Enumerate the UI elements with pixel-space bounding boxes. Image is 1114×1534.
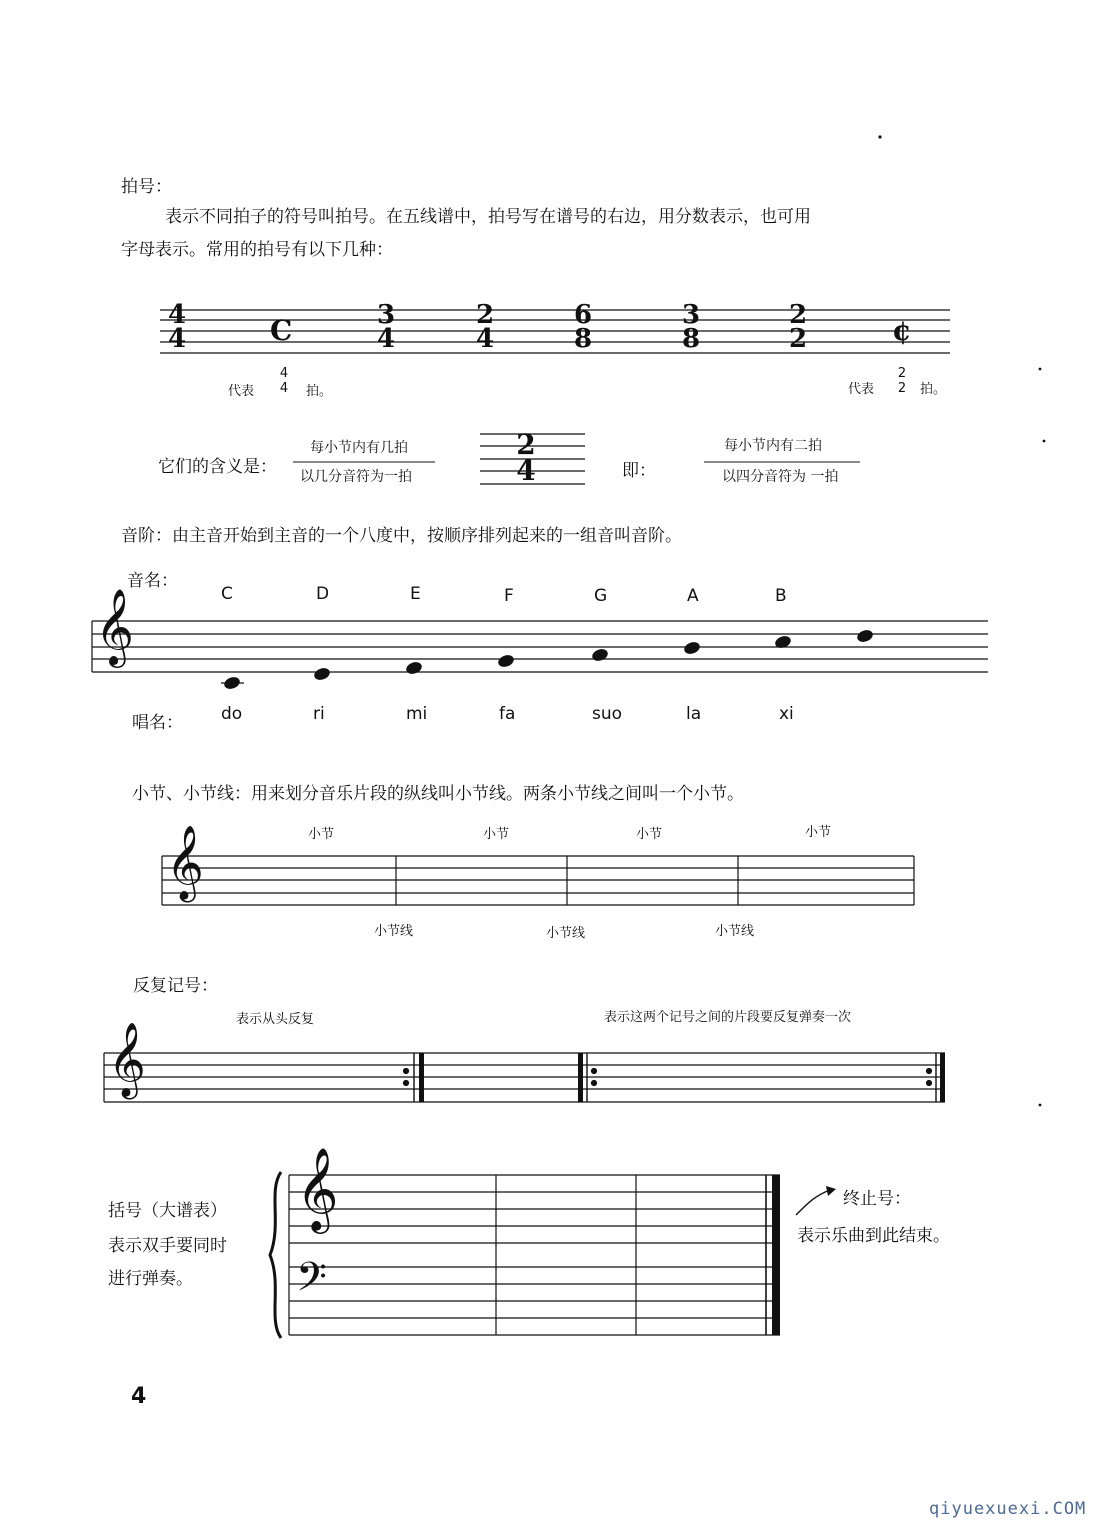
solfege-syllable: suo: [592, 704, 623, 724]
note-c: [223, 675, 242, 691]
note-name: A: [687, 586, 699, 606]
repeats-staff: [104, 1053, 945, 1102]
measure-label: 小节: [805, 825, 832, 840]
treble-clef-icon: 𝄞: [108, 1023, 146, 1097]
measure-label: 小节: [636, 827, 663, 842]
treble-clef-icon: 𝄞: [166, 826, 204, 900]
that-is-label: 即：: [622, 461, 656, 481]
note-names-label: 音名：: [127, 571, 178, 591]
note-name: F: [504, 586, 514, 606]
time-sig-common-time: C: [270, 314, 293, 347]
solfege-syllable: mi: [406, 704, 428, 724]
solfege-syllable: fa: [499, 704, 516, 724]
repeat-between-desc: 表示这两个记号之间的片段要反复弹奏一次: [604, 1010, 852, 1025]
meaning-top: 每小节内有几拍: [310, 440, 408, 456]
end-sign-title: 终止号：: [843, 1189, 911, 1209]
note-left-prefix: 代表: [228, 384, 255, 399]
solfege-syllable: do: [221, 704, 243, 724]
solfege-label: 唱名：: [132, 713, 183, 733]
measure-label: 小节: [308, 827, 335, 842]
final-barline: [772, 1175, 780, 1335]
time-sig-2-4: 2 4: [475, 300, 495, 354]
note-right-fraction: 2 2: [897, 366, 907, 396]
end-sign-desc: 表示乐曲到此结束。: [797, 1226, 950, 1246]
time-signature-desc-line1: 表示不同拍子的符号叫拍号。在五线谱中，拍号写在谱号的右边，用分数表示，也可用: [165, 207, 811, 227]
note-g: [591, 647, 610, 663]
note-name: D: [316, 584, 330, 604]
treble-clef-icon: 𝄞: [95, 588, 135, 665]
time-sig-cut-time: ¢: [892, 314, 912, 347]
barline-label: 小节线: [715, 924, 755, 939]
barline-label: 小节线: [374, 924, 414, 939]
note-a: [683, 640, 702, 656]
example-time-sig: 2 4: [516, 428, 536, 487]
measures-definition: 小节、小节线：用来划分音乐片段的纵线叫小节线。两条小节线之间叫一个小节。: [132, 784, 744, 804]
page-number: 4: [131, 1384, 147, 1409]
note-right-prefix: 代表: [848, 382, 875, 397]
time-sig-2-2: 2 2: [788, 300, 808, 354]
note-name: B: [775, 586, 787, 606]
note-left-suffix: 拍。: [306, 384, 333, 399]
brace-desc-line1: 括号（大谱表）: [108, 1201, 227, 1221]
grand-staff: [289, 1175, 780, 1335]
brace-desc-line3: 进行弹奏。: [108, 1269, 193, 1289]
note-e: [405, 660, 424, 676]
note-d: [313, 666, 332, 682]
watermark: qiyuexuexi.COM: [929, 1499, 1087, 1519]
scale-definition: 音阶：由主音开始到主音的一个八度中，按顺序排列起来的一组音叫音阶。: [121, 526, 682, 546]
end-sign-arrow: [796, 1190, 830, 1215]
repeats-heading: 反复记号：: [133, 976, 218, 996]
solfege-syllable: ri: [313, 704, 325, 724]
barline-label: 小节线: [546, 926, 586, 941]
bass-clef-icon: 𝄢: [296, 1254, 327, 1310]
meaning-bottom: 以几分音符为一拍: [300, 469, 412, 485]
solfege-syllable: xi: [779, 704, 794, 724]
example-meaning-top: 每小节内有二拍: [724, 438, 822, 454]
repeat-from-start-desc: 表示从头反复: [236, 1012, 315, 1027]
example-meaning-bottom: 以四分音符为 一拍: [722, 469, 839, 485]
measures-staff: [162, 856, 914, 905]
note-right-suffix: 拍。: [920, 382, 947, 397]
arrow-head-icon: [826, 1186, 836, 1196]
note-c-high: [856, 628, 875, 644]
time-sig-3-4: 3 4: [376, 300, 396, 354]
note-f: [497, 653, 516, 669]
time-signature-heading: 拍号：: [121, 177, 172, 197]
note-left-fraction: 4 4: [279, 366, 289, 396]
time-sig-6-8: 6 8: [573, 300, 593, 354]
meaning-label: 它们的含义是：: [158, 457, 277, 477]
scale-staff: [92, 621, 988, 683]
time-signature-desc-line2: 字母表示。常用的拍号有以下几种：: [121, 240, 393, 260]
note-name: C: [221, 584, 233, 604]
solfege-syllable: la: [686, 704, 702, 724]
time-sig-4-4: 4 4: [167, 300, 187, 354]
treble-clef-icon: 𝄞: [296, 1146, 339, 1230]
measure-label: 小节: [483, 827, 510, 842]
time-sig-3-8: 3 8: [681, 300, 701, 354]
note-name: E: [410, 584, 421, 604]
brace: [270, 1172, 281, 1338]
note-name: G: [594, 586, 608, 606]
brace-desc-line2: 表示双手要同时: [108, 1236, 227, 1256]
